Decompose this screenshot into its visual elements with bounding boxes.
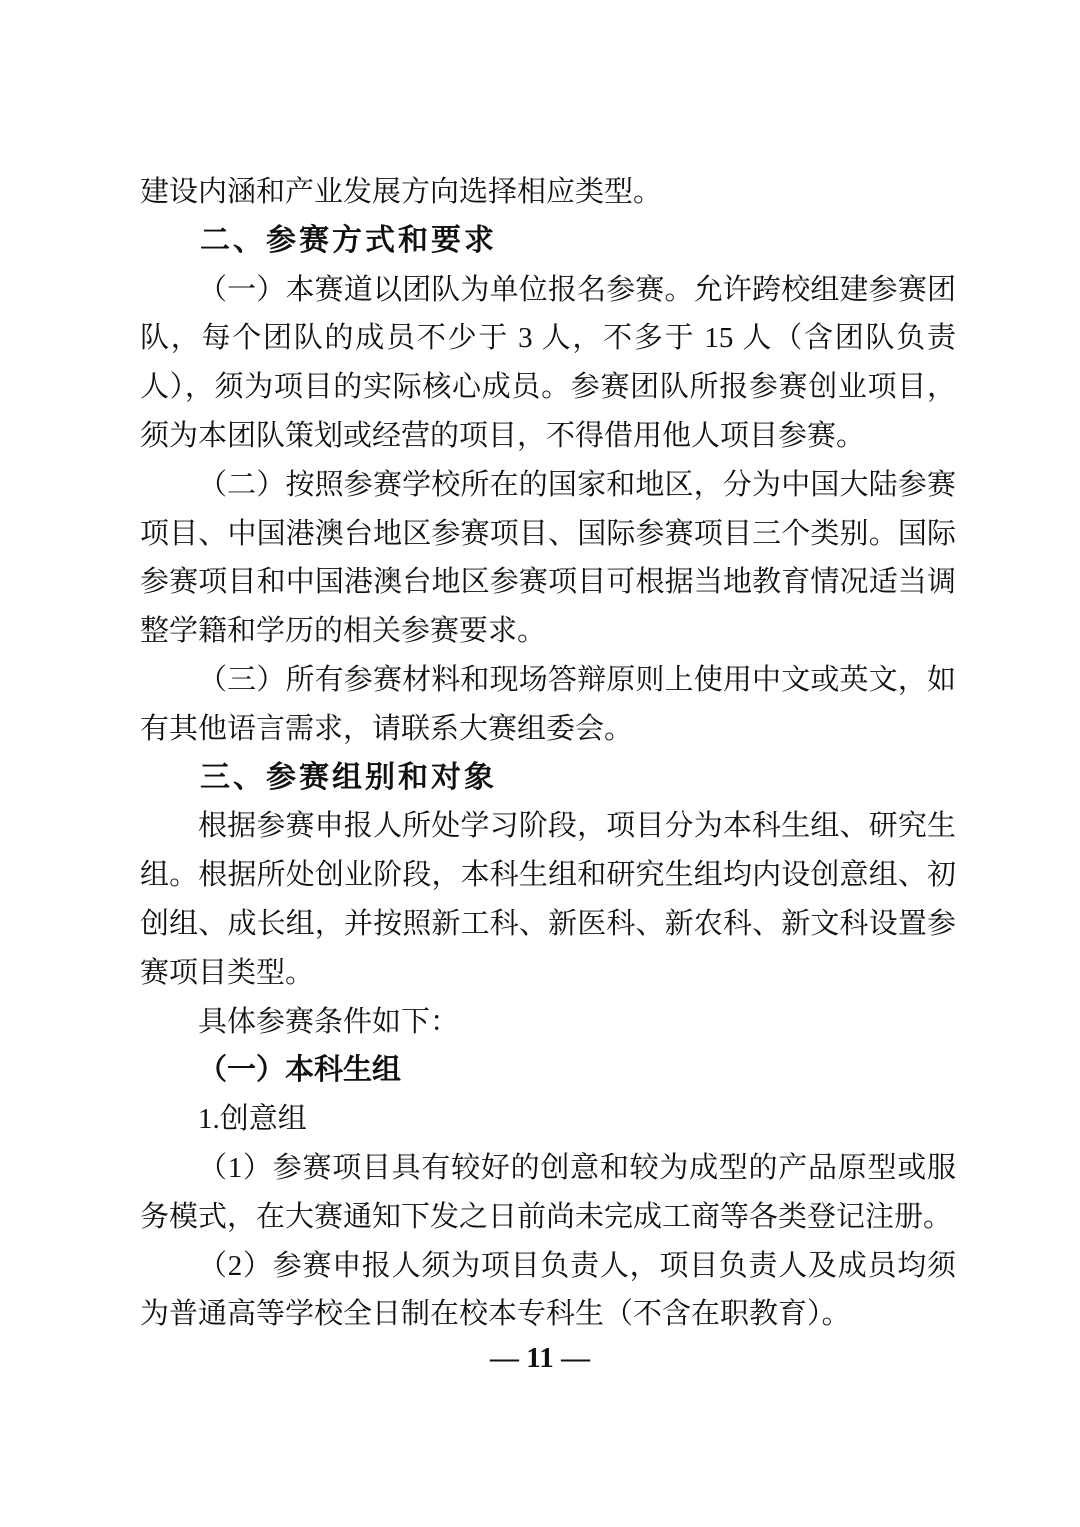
paragraph: （2）参赛申报人须为项目负责人，项目负责人及成员均须为普通高等学校全日制在校本专科生（不含在职教育）。 xyxy=(140,1249,956,1331)
paragraph: 具体参赛条件如下： xyxy=(198,1005,460,1038)
sub-section-heading: （一）本科生组 xyxy=(198,1054,402,1087)
paragraph: 建设内涵和产业发展方向选择相应类型。 xyxy=(140,176,663,208)
paragraph: （1）参赛项目具有较好的创意和较为成型的产品原型或服务模式，在大赛通知下发之日前尚未完成工商等各类登记注册。 xyxy=(140,1151,956,1233)
paragraph: （一）本赛道以团队为单位报名参赛。允许跨校组建参赛团队，每个团队的成员不少于 3 人，不多于 15 人（含团队负责人），须为项目的实际核心成员。参赛团队所报参赛创业项目，须为本团队策划或经营的项目，不得借用他人项目参赛。 xyxy=(140,273,956,452)
paragraph: 根据参赛申报人所处学习阶段，项目分为本科生组、研究生组。根据所处创业阶段，本科生组和研究生组均内设创意组、初创组、成长组，并按照新工科、新医科、新农科、新文科设置参赛项目类型。 xyxy=(140,810,956,989)
paragraph: 1.创意组 xyxy=(198,1103,307,1136)
document-body xyxy=(140,168,956,1339)
paragraph: （三）所有参赛材料和现场答辩原则上使用中文或英文，如有其他语言需求，请联系大赛组委会。 xyxy=(140,663,956,745)
section-heading: 三、参赛组别和对象 xyxy=(200,760,497,794)
page-footer xyxy=(0,1338,1080,1378)
paragraph: （二）按照参赛学校所在的国家和地区，分为中国大陆参赛项目、中国港澳台地区参赛项目、国际参赛项目三个类别。国际参赛项目和中国港澳台地区参赛项目可根据当地教育情况适当调整学籍和学历的相关参赛要求。 xyxy=(140,468,956,648)
section-heading: 二、参赛方式和要求 xyxy=(200,223,497,257)
page-number: — 11 — xyxy=(490,1342,590,1374)
